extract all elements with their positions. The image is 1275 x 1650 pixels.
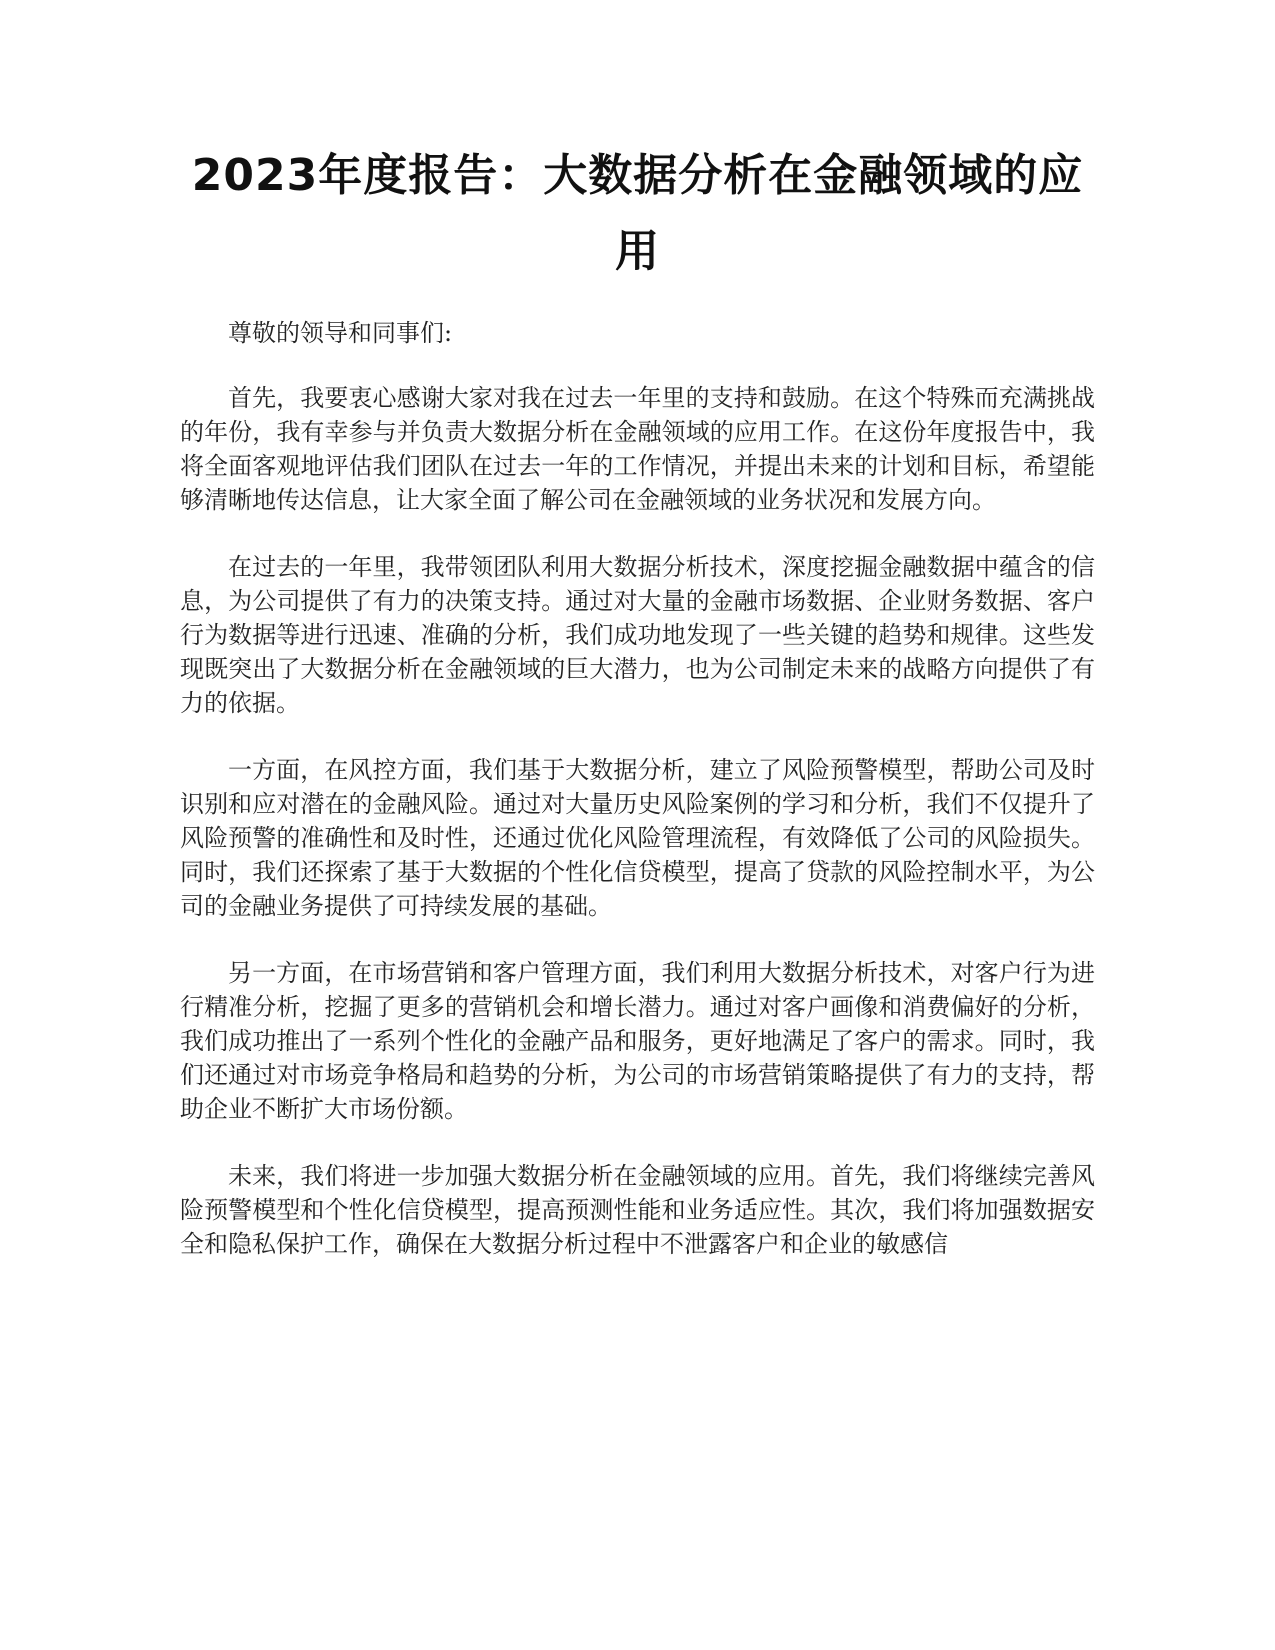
paragraph-3: 一方面，在风控方面，我们基于大数据分析，建立了风险预警模型，帮助公司及时识别和应对潜在的金融风险。通过对大量历史风险案例的学习和分析，我们不仅提升了风险预警的准确性和及时性，还通过优化风险管理流程，有效降低了公司的风险损失。同时，我们还探索了基于大数据的个性化信贷模型，提高了贷款的风险控制水平，为公司的金融业务提供了可持续发展的基础。 — [180, 756, 1095, 920]
document-title: 2023年度报告：大数据分析在金融领域的应用 — [191, 150, 1084, 277]
greeting: 尊敬的领导和同事们: — [228, 319, 453, 347]
paragraph-1: 首先，我要衷心感谢大家对我在过去一年里的支持和鼓励。在这个特殊而充满挑战的年份，我有幸参与并负责大数据分析在金融领域的应用工作。在这份年度报告中，我将全面客观地评估我们团队在过去一年的工作情况，并提出未来的计划和目标，希望能够清晰地传达信息，让大家全面了解公司在金融领域的业务状况和发展方向。 — [180, 384, 1095, 514]
paragraph-5: 未来，我们将进一步加强大数据分析在金融领域的应用。首先，我们将继续完善风险预警模型和个性化信贷模型，提高预测性能和业务适应性。其次，我们将加强数据安全和隐私保护工作，确保在大数据分析过程中不泄露客户和企业的敏感信 — [180, 1162, 1095, 1258]
paragraph-4: 另一方面，在市场营销和客户管理方面，我们利用大数据分析技术，对客户行为进行精准分析，挖掘了更多的营销机会和增长潜力。通过对客户画像和消费偏好的分析，我们成功推出了一系列个性化的金融产品和服务，更好地满足了客户的需求。同时，我们还通过对市场竞争格局和趋势的分析，为公司的市场营销策略提供了有力的支持，帮助企业不断扩大市场份额。 — [180, 959, 1095, 1123]
paragraph-2: 在过去的一年里，我带领团队利用大数据分析技术，深度挖掘金融数据中蕴含的信息，为公司提供了有力的决策支持。通过对大量的金融市场数据、企业财务数据、客户行为数据等进行迅速、准确的分析，我们成功地发现了一些关键的趋势和规律。这些发现既突出了大数据分析在金融领域的巨大潜力，也为公司制定未来的战略方向提供了有力的依据。 — [180, 553, 1095, 717]
document-body — [180, 316, 1095, 1294]
